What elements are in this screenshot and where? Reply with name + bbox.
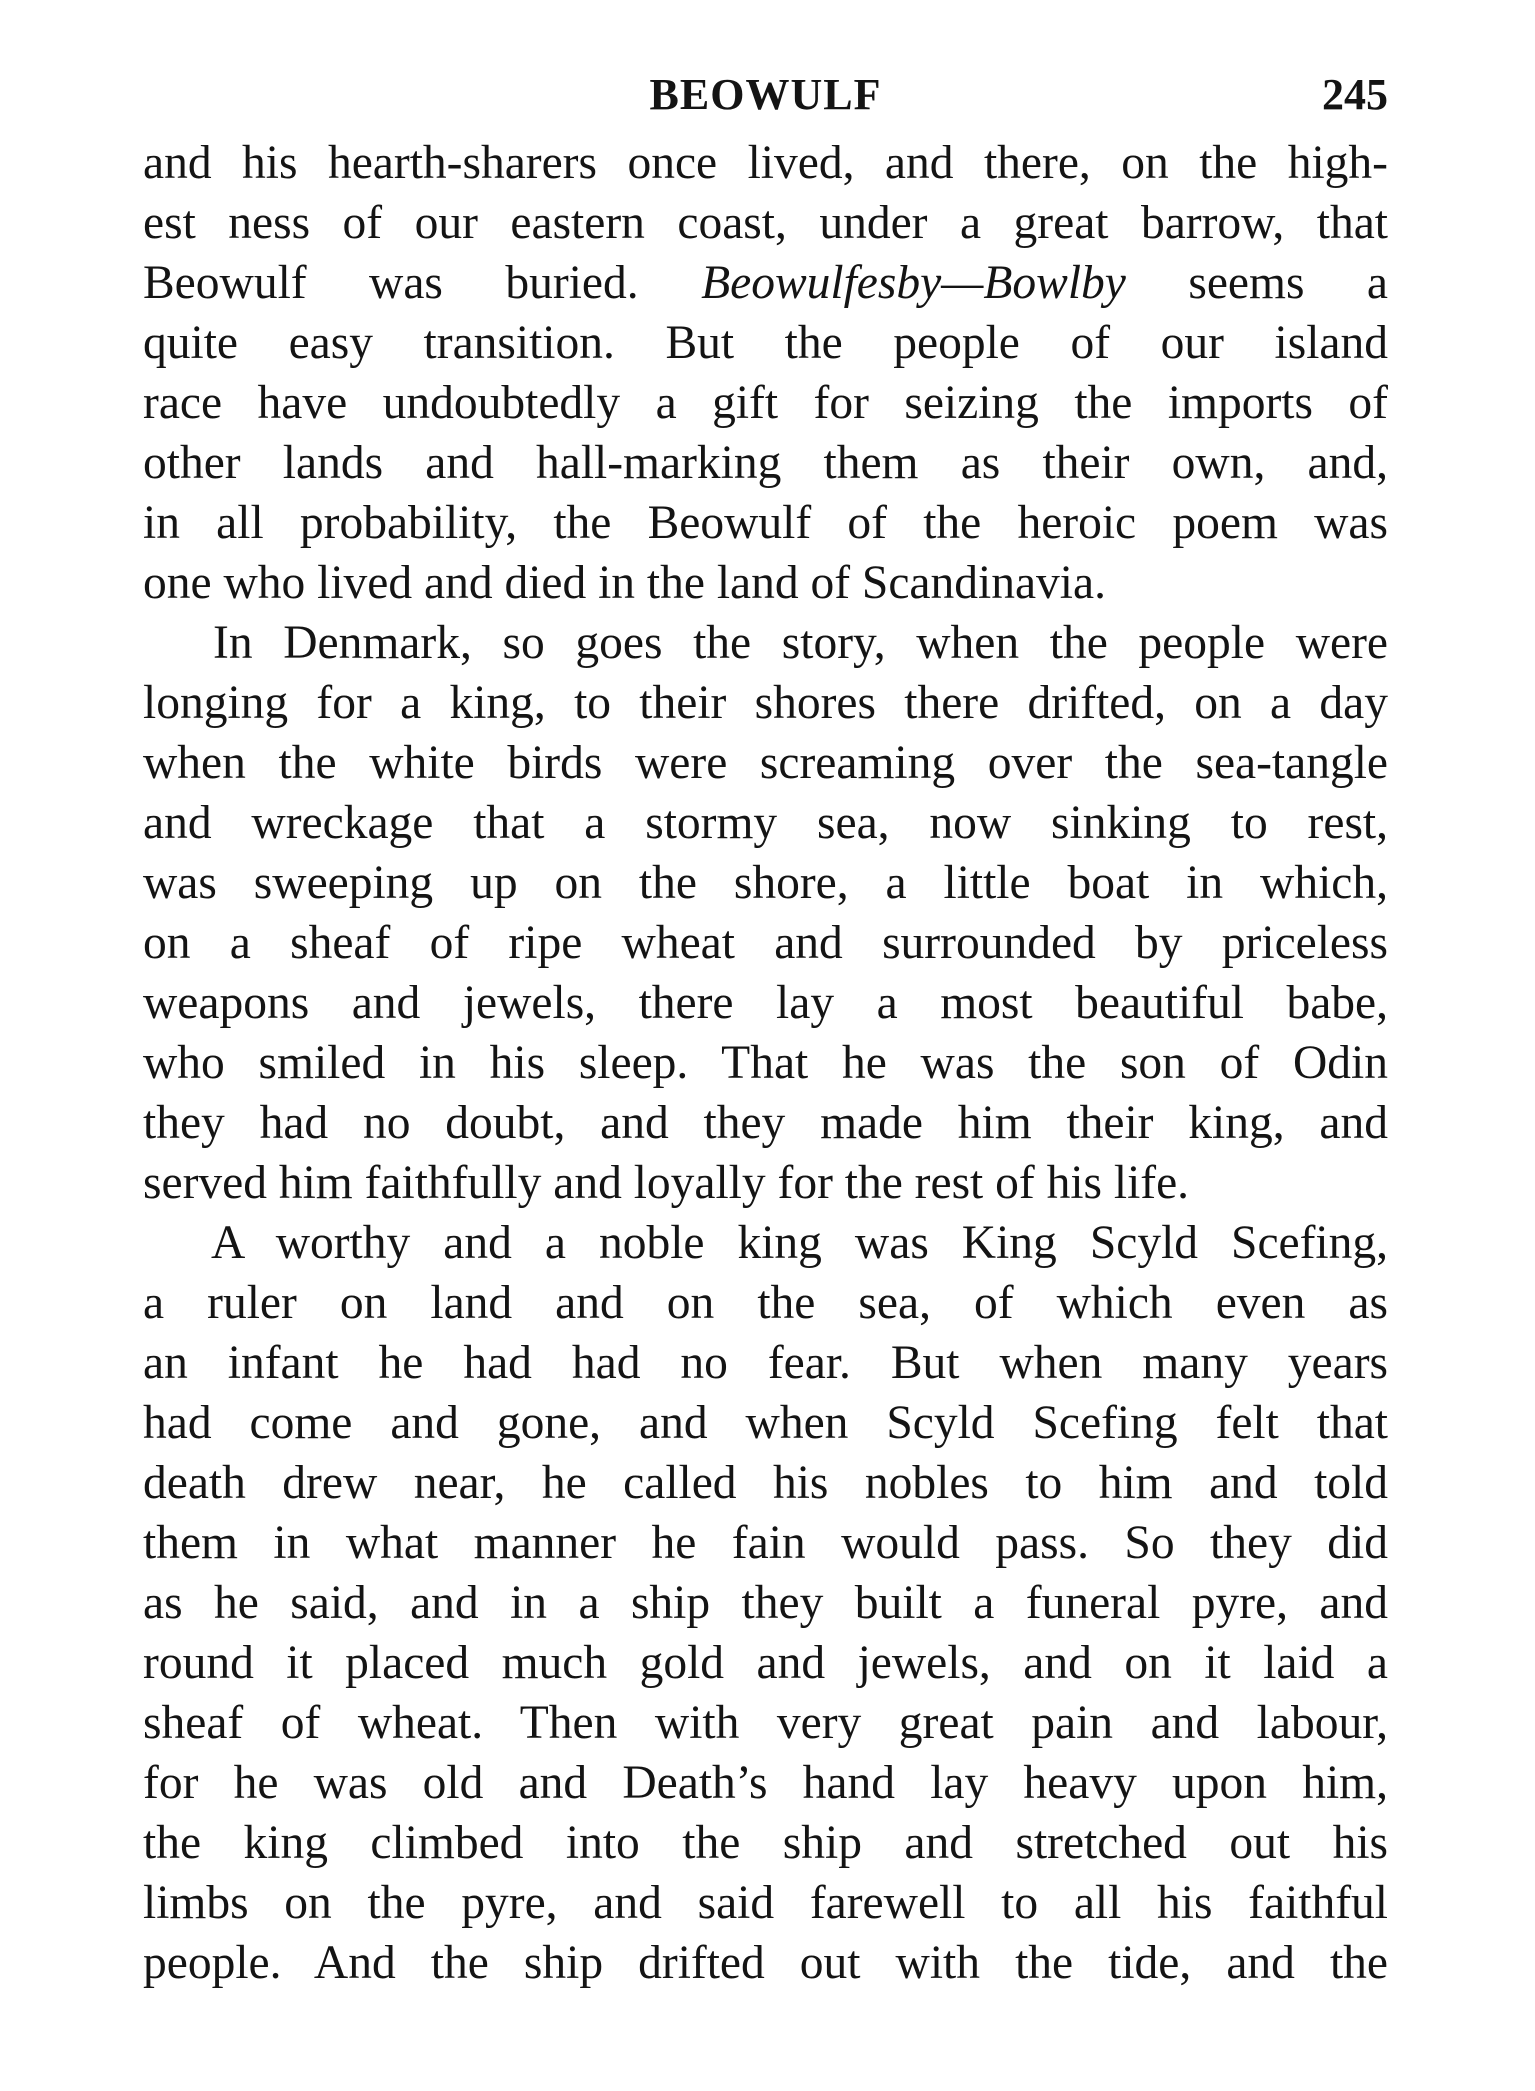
text-line: est ness of our eastern coast, under a great barrow, that <box>143 197 1388 249</box>
text-line: people. And the ship drifted out with the tide, and the <box>143 1937 1388 1989</box>
running-head <box>143 60 1388 130</box>
text-line: them in what manner he fain would pass. So they did <box>143 1517 1388 1569</box>
text-line: a ruler on land and on the sea, of which even as <box>143 1277 1388 1329</box>
text-line: and his hearth-sharers once lived, and there, on the high- <box>143 137 1388 189</box>
text-segment: Beowulf was buried. <box>143 257 639 309</box>
text-line: round it placed much gold and jewels, and on it laid a <box>143 1637 1388 1689</box>
text-line: they had no doubt, and they made him their king, and <box>143 1097 1388 1149</box>
text-line: longing for a king, to their shores there drifted, on a day <box>143 677 1388 729</box>
italic-place-name: Beowulfesby—Bowlby <box>701 257 1126 309</box>
text-line: limbs on the pyre, and said farewell to all his faithful <box>143 1877 1388 1929</box>
text-line: had come and gone, and when Scyld Scefing felt that <box>143 1397 1388 1449</box>
text-line: race have undoubtedly a gift for seizing the imports of <box>143 377 1388 429</box>
text-line: was sweeping up on the shore, a little boat in which, <box>143 857 1388 909</box>
text-line: one who lived and died in the land of Scandinavia. <box>143 557 1106 609</box>
book-page <box>143 60 1388 1993</box>
text-line: served him faithfully and loyally for the rest of his life. <box>143 1157 1190 1209</box>
text-line: and wreckage that a stormy sea, now sinking to rest, <box>143 797 1388 849</box>
text-line: In Denmark, so goes the story, when the people were <box>213 617 1388 669</box>
text-line: who smiled in his sleep. That he was the son of Odin <box>143 1037 1388 1089</box>
text-line: other lands and hall-marking them as their own, and, <box>143 437 1388 489</box>
text-line: quite easy transition. But the people of our island <box>143 317 1388 369</box>
text-line: as he said, and in a ship they built a funeral pyre, and <box>143 1577 1388 1629</box>
body-text <box>143 133 1388 1993</box>
text-line: for he was old and Death’s hand lay heavy upon him, <box>143 1757 1388 1809</box>
text-line: the king climbed into the ship and stretched out his <box>143 1817 1388 1869</box>
text-segment: seems a <box>1188 257 1388 309</box>
text-line: on a sheaf of ripe wheat and surrounded by priceless <box>143 917 1388 969</box>
text-line: A worthy and a noble king was King Scyld Scefing, <box>211 1217 1388 1269</box>
text-line <box>143 253 1388 313</box>
text-line: death drew near, he called his nobles to him and told <box>143 1457 1388 1509</box>
text-line: weapons and jewels, there lay a most beautiful babe, <box>143 977 1388 1029</box>
text-line: when the white birds were screaming over the sea-tangle <box>143 737 1388 789</box>
running-title: BEOWULF <box>649 70 882 119</box>
text-line: an infant he had had no fear. But when many years <box>143 1337 1388 1389</box>
text-line: in all probability, the Beowulf of the heroic poem was <box>143 497 1388 549</box>
text-line: sheaf of wheat. Then with very great pain and labour, <box>143 1697 1388 1749</box>
page-number: 245 <box>1322 70 1388 119</box>
